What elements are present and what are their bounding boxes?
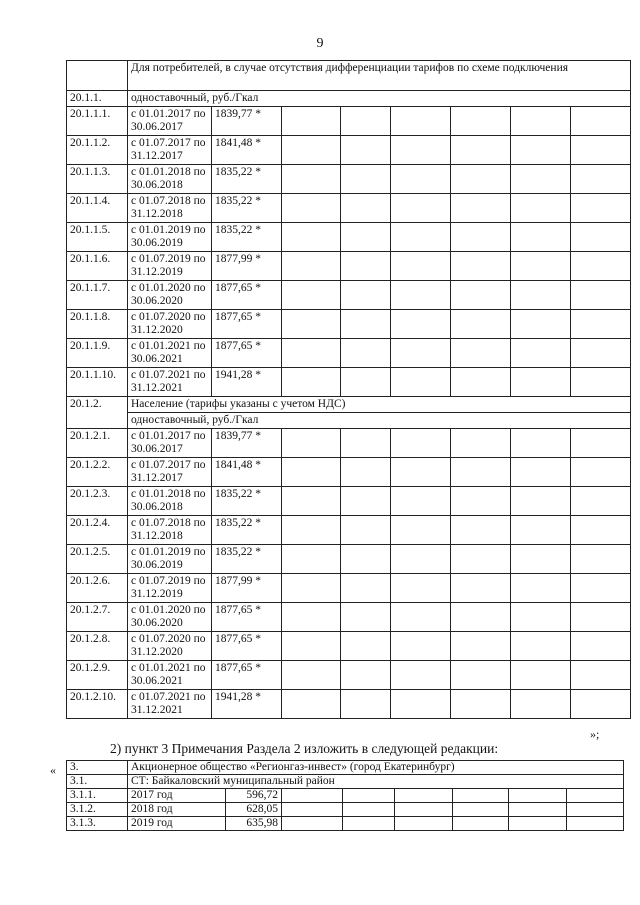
period-cell — [128, 487, 212, 516]
empty-cell — [451, 429, 511, 458]
consumers-rate-row — [67, 91, 631, 107]
period-end: 30.06.2018 — [131, 501, 183, 513]
instruction-text: 2) пункт 3 Примечания Раздела 2 изложить в следующей редакции: — [110, 741, 499, 756]
year-cell: 2019 год — [128, 817, 226, 831]
period-end: 31.12.2019 — [131, 588, 183, 600]
row-code: 3.1.2. — [67, 803, 128, 817]
empty-cell — [341, 107, 391, 136]
empty-cell — [391, 165, 451, 194]
empty-cell — [571, 281, 631, 310]
empty-cell — [511, 487, 571, 516]
empty-cell — [571, 252, 631, 281]
empty-cell — [567, 789, 624, 803]
period-start: с 01.07.2019 по — [131, 253, 206, 265]
empty-cell — [341, 339, 391, 368]
empty-cell — [451, 136, 511, 165]
empty-cell — [391, 429, 451, 458]
tariff-value: 1841,48 * — [212, 458, 282, 487]
empty-cell — [451, 107, 511, 136]
empty-cell — [451, 310, 511, 339]
period-start: с 01.07.2021 по — [131, 691, 206, 703]
empty-cell — [511, 603, 571, 632]
empty-cell — [282, 458, 341, 487]
tariff-row — [67, 661, 631, 690]
tariff-value: 1835,22 * — [212, 194, 282, 223]
rate-type: одноставочный, руб./Гкал — [128, 91, 631, 107]
empty-cell — [282, 339, 341, 368]
empty-cell — [511, 458, 571, 487]
tariff-table — [66, 60, 631, 719]
opening-quote: « — [50, 763, 56, 777]
tariff-row — [67, 281, 631, 310]
row-code: 20.1.1.1. — [67, 107, 128, 136]
period-cell — [128, 223, 212, 252]
empty-cell — [341, 310, 391, 339]
empty-cell — [341, 516, 391, 545]
period-start: с 01.07.2019 по — [131, 575, 206, 587]
empty-cell — [282, 107, 341, 136]
period-cell — [128, 165, 212, 194]
empty-cell — [282, 803, 343, 817]
empty-cell — [391, 310, 451, 339]
tariff-row — [67, 458, 631, 487]
tariff-value: 1839,77 * — [212, 429, 282, 458]
empty-cell — [571, 632, 631, 661]
empty-cell — [571, 368, 631, 397]
empty-cell — [451, 368, 511, 397]
empty-cell — [451, 632, 511, 661]
empty-cell — [391, 632, 451, 661]
gas-value: 596,72 — [226, 789, 282, 803]
empty-cell — [391, 223, 451, 252]
empty-cell — [391, 252, 451, 281]
empty-cell — [451, 487, 511, 516]
tariff-value: 1835,22 * — [212, 516, 282, 545]
empty-cell — [571, 661, 631, 690]
period-start: с 01.07.2021 по — [131, 369, 206, 381]
gas-row — [67, 803, 624, 817]
empty-cell — [451, 661, 511, 690]
row-code: 20.1.1.6. — [67, 252, 128, 281]
period-cell — [128, 339, 212, 368]
empty-cell — [282, 194, 341, 223]
company-name: Акционерное общество «Регионгаз-инвест» (город Екатеринбург) — [128, 761, 624, 775]
tariff-value: 1877,99 * — [212, 252, 282, 281]
row-code: 20.1.2.8. — [67, 632, 128, 661]
period-end: 30.06.2019 — [131, 237, 183, 249]
closing-quote: »; — [590, 727, 600, 741]
empty-cell — [391, 281, 451, 310]
period-start: с 01.01.2017 по — [131, 430, 206, 442]
period-cell — [128, 458, 212, 487]
period-start: с 01.01.2020 по — [131, 282, 206, 294]
empty-cell — [282, 516, 341, 545]
empty-cell — [511, 661, 571, 690]
row-code: 20.1.2.7. — [67, 603, 128, 632]
empty-cell — [453, 817, 509, 831]
period-start: с 01.07.2020 по — [131, 311, 206, 323]
tariff-row — [67, 310, 631, 339]
empty-cell — [571, 429, 631, 458]
empty-cell — [391, 368, 451, 397]
empty-cell — [511, 545, 571, 574]
row-code: 20.1.1.2. — [67, 136, 128, 165]
population-header-row — [67, 397, 631, 413]
period-start: с 01.01.2019 по — [131, 224, 206, 236]
empty-cell — [391, 487, 451, 516]
tariff-value: 1877,99 * — [212, 574, 282, 603]
tariff-row — [67, 603, 631, 632]
empty-cell — [341, 603, 391, 632]
row-code: 20.1.1.4. — [67, 194, 128, 223]
tariff-row — [67, 165, 631, 194]
empty-cell — [511, 223, 571, 252]
tariff-row — [67, 516, 631, 545]
empty-cell — [511, 194, 571, 223]
period-cell — [128, 310, 212, 339]
tariff-value: 1941,28 * — [212, 690, 282, 719]
period-end: 31.12.2018 — [131, 530, 183, 542]
row-code: 20.1.1.9. — [67, 339, 128, 368]
empty-cell — [282, 165, 341, 194]
empty-cell — [571, 487, 631, 516]
empty-cell — [571, 136, 631, 165]
empty-cell — [511, 310, 571, 339]
empty-cell — [282, 574, 341, 603]
empty-cell — [571, 339, 631, 368]
empty-cell — [451, 516, 511, 545]
period-cell — [128, 136, 212, 165]
empty-cell — [282, 690, 341, 719]
empty-cell — [391, 136, 451, 165]
period-end: 30.06.2021 — [131, 675, 183, 687]
tariff-row — [67, 574, 631, 603]
period-start: с 01.07.2018 по — [131, 517, 206, 529]
row-code: 20.1.2.9. — [67, 661, 128, 690]
empty-cell — [511, 136, 571, 165]
empty-cell — [282, 603, 341, 632]
empty-cell — [391, 545, 451, 574]
empty-cell — [341, 690, 391, 719]
empty-cell — [343, 817, 395, 831]
empty-cell — [341, 632, 391, 661]
empty-cell — [571, 194, 631, 223]
row-code: 3.1.3. — [67, 817, 128, 831]
tariff-value: 1877,65 * — [212, 281, 282, 310]
empty-cell — [341, 429, 391, 458]
empty-cell — [453, 803, 509, 817]
district-name: СТ: Байкаловский муниципальный район — [128, 775, 624, 789]
empty-cell — [395, 803, 453, 817]
period-cell — [128, 690, 212, 719]
period-end: 30.06.2017 — [131, 443, 183, 455]
empty-cell — [511, 429, 571, 458]
period-end: 30.06.2017 — [131, 121, 183, 133]
empty-cell — [282, 789, 343, 803]
tariff-row — [67, 368, 631, 397]
empty-cell — [391, 661, 451, 690]
period-end: 30.06.2020 — [131, 295, 183, 307]
empty-cell — [571, 458, 631, 487]
period-end: 30.06.2018 — [131, 179, 183, 191]
empty-cell — [282, 632, 341, 661]
period-end: 31.12.2020 — [131, 324, 183, 336]
row-code: 20.1.2.1. — [67, 429, 128, 458]
empty-cell — [571, 165, 631, 194]
period-cell — [128, 252, 212, 281]
tariff-row — [67, 690, 631, 719]
empty-cell — [391, 194, 451, 223]
period-start: с 01.01.2018 по — [131, 166, 206, 178]
empty-cell — [509, 789, 567, 803]
row-code: 20.1.2.2. — [67, 458, 128, 487]
gas-value: 628,05 — [226, 803, 282, 817]
empty-cell — [391, 458, 451, 487]
empty-cell — [571, 516, 631, 545]
gas-row — [67, 817, 624, 831]
period-start: с 01.07.2017 по — [131, 459, 206, 471]
empty-cell — [511, 252, 571, 281]
period-start: с 01.07.2018 по — [131, 195, 206, 207]
period-end: 30.06.2019 — [131, 559, 183, 571]
empty-cell — [571, 603, 631, 632]
row-code: 20.1.2.4. — [67, 516, 128, 545]
empty-cell — [511, 574, 571, 603]
row-code: 3. — [67, 761, 128, 775]
period-cell — [128, 574, 212, 603]
tariff-row — [67, 107, 631, 136]
empty-cell — [391, 339, 451, 368]
empty-cell — [282, 487, 341, 516]
period-end: 31.12.2019 — [131, 266, 183, 278]
empty-cell — [451, 545, 511, 574]
empty-cell — [341, 136, 391, 165]
empty-cell — [282, 310, 341, 339]
empty-cell — [451, 603, 511, 632]
page-number: 9 — [316, 36, 324, 51]
empty-cell — [451, 194, 511, 223]
row-code: 20.1.1.8. — [67, 310, 128, 339]
period-cell — [128, 194, 212, 223]
period-cell — [128, 661, 212, 690]
period-end: 31.12.2017 — [131, 472, 183, 484]
empty-cell — [509, 817, 567, 831]
period-cell — [128, 368, 212, 397]
empty-cell — [341, 252, 391, 281]
tariff-row — [67, 136, 631, 165]
row-code: 20.1.2.6. — [67, 574, 128, 603]
tariff-row — [67, 487, 631, 516]
consumers-header: Для потребителей, в случае отсутствия дифференциации тарифов по схеме подключения — [128, 61, 631, 91]
tariff-value: 1839,77 * — [212, 107, 282, 136]
period-end: 31.12.2021 — [131, 382, 183, 394]
empty-cell — [341, 165, 391, 194]
empty-cell — [391, 107, 451, 136]
empty-cell — [511, 632, 571, 661]
empty-cell — [341, 545, 391, 574]
period-end: 31.12.2018 — [131, 208, 183, 220]
year-cell: 2017 год — [128, 789, 226, 803]
empty-cell — [341, 574, 391, 603]
empty-cell — [451, 165, 511, 194]
empty-cell — [451, 281, 511, 310]
period-cell — [128, 107, 212, 136]
tariff-value: 1877,65 * — [212, 339, 282, 368]
empty-cell — [571, 574, 631, 603]
empty-cell — [341, 281, 391, 310]
empty-cell — [67, 61, 128, 91]
tariff-value: 1835,22 * — [212, 545, 282, 574]
empty-cell — [282, 136, 341, 165]
period-start: с 01.01.2020 по — [131, 604, 206, 616]
tariff-value: 1877,65 * — [212, 632, 282, 661]
empty-cell — [343, 789, 395, 803]
gas-row — [67, 789, 624, 803]
empty-cell — [341, 368, 391, 397]
empty-cell — [282, 223, 341, 252]
population-header: Население (тарифы указаны с учетом НДС) — [128, 397, 631, 413]
empty-cell — [451, 339, 511, 368]
rate-type: одноставочный, руб./Гкал — [128, 413, 631, 429]
population-rate-row — [67, 413, 631, 429]
empty-cell — [341, 194, 391, 223]
empty-cell — [567, 803, 624, 817]
period-end: 31.12.2017 — [131, 150, 183, 162]
gas-table-body — [67, 761, 624, 831]
tariff-row — [67, 339, 631, 368]
row-code: 20.1.2.5. — [67, 545, 128, 574]
empty-cell — [451, 223, 511, 252]
empty-cell — [511, 368, 571, 397]
consumers-header-row — [67, 61, 631, 91]
tariff-row — [67, 252, 631, 281]
empty-cell — [571, 223, 631, 252]
empty-cell — [571, 107, 631, 136]
empty-cell — [451, 574, 511, 603]
empty-cell — [341, 223, 391, 252]
period-end: 30.06.2021 — [131, 353, 183, 365]
row-code: 20.1.2.3. — [67, 487, 128, 516]
period-cell — [128, 603, 212, 632]
period-cell — [128, 516, 212, 545]
empty-cell — [282, 281, 341, 310]
empty-cell — [511, 339, 571, 368]
district-row — [67, 775, 624, 789]
empty-cell — [343, 803, 395, 817]
period-start: с 01.07.2020 по — [131, 633, 206, 645]
empty-cell — [451, 690, 511, 719]
tariff-value: 1835,22 * — [212, 223, 282, 252]
empty-cell — [341, 661, 391, 690]
tariff-row — [67, 429, 631, 458]
empty-cell — [511, 281, 571, 310]
empty-cell — [571, 545, 631, 574]
tariff-value: 1835,22 * — [212, 487, 282, 516]
empty-cell — [282, 545, 341, 574]
empty-cell — [511, 107, 571, 136]
year-cell: 2018 год — [128, 803, 226, 817]
empty-cell — [282, 368, 341, 397]
empty-cell — [282, 661, 341, 690]
empty-cell — [341, 458, 391, 487]
empty-cell — [282, 252, 341, 281]
tariff-row — [67, 545, 631, 574]
empty-cell — [451, 252, 511, 281]
period-start: с 01.01.2018 по — [131, 488, 206, 500]
period-start: с 01.07.2017 по — [131, 137, 206, 149]
period-start: с 01.01.2017 по — [131, 108, 206, 120]
tariff-table-body — [67, 61, 631, 719]
empty-cell — [451, 458, 511, 487]
period-end: 30.06.2020 — [131, 617, 183, 629]
period-end: 31.12.2020 — [131, 646, 183, 658]
period-start: с 01.01.2021 по — [131, 662, 206, 674]
tariff-row — [67, 223, 631, 252]
empty-cell — [453, 789, 509, 803]
tariff-value: 1941,28 * — [212, 368, 282, 397]
row-code: 20.1.2. — [67, 397, 128, 429]
empty-cell — [391, 603, 451, 632]
tariff-value: 1877,65 * — [212, 310, 282, 339]
empty-cell — [391, 690, 451, 719]
tariff-value: 1841,48 * — [212, 136, 282, 165]
period-start: с 01.01.2021 по — [131, 340, 206, 352]
empty-cell — [567, 817, 624, 831]
gas-table — [66, 760, 624, 831]
tariff-value: 1835,22 * — [212, 165, 282, 194]
empty-cell — [282, 817, 343, 831]
empty-cell — [511, 516, 571, 545]
empty-cell — [282, 429, 341, 458]
empty-cell — [341, 487, 391, 516]
row-code: 20.1.2.10. — [67, 690, 128, 719]
period-cell — [128, 545, 212, 574]
empty-cell — [511, 690, 571, 719]
period-end: 31.12.2021 — [131, 704, 183, 716]
empty-cell — [395, 789, 453, 803]
tariff-row — [67, 632, 631, 661]
period-cell — [128, 429, 212, 458]
empty-cell — [511, 165, 571, 194]
row-code: 20.1.1. — [67, 91, 128, 107]
period-cell — [128, 632, 212, 661]
period-start: с 01.01.2019 по — [131, 546, 206, 558]
tariff-row — [67, 194, 631, 223]
empty-cell — [571, 690, 631, 719]
period-cell — [128, 281, 212, 310]
row-code: 3.1. — [67, 775, 128, 789]
empty-cell — [571, 310, 631, 339]
tariff-value: 1877,65 * — [212, 661, 282, 690]
row-code: 20.1.1.3. — [67, 165, 128, 194]
empty-cell — [509, 803, 567, 817]
empty-cell — [391, 516, 451, 545]
empty-cell — [391, 574, 451, 603]
gas-value: 635,98 — [226, 817, 282, 831]
row-code: 3.1.1. — [67, 789, 128, 803]
row-code: 20.1.1.7. — [67, 281, 128, 310]
row-code: 20.1.1.5. — [67, 223, 128, 252]
company-row — [67, 761, 624, 775]
empty-cell — [395, 817, 453, 831]
tariff-value: 1877,65 * — [212, 603, 282, 632]
row-code: 20.1.1.10. — [67, 368, 128, 397]
